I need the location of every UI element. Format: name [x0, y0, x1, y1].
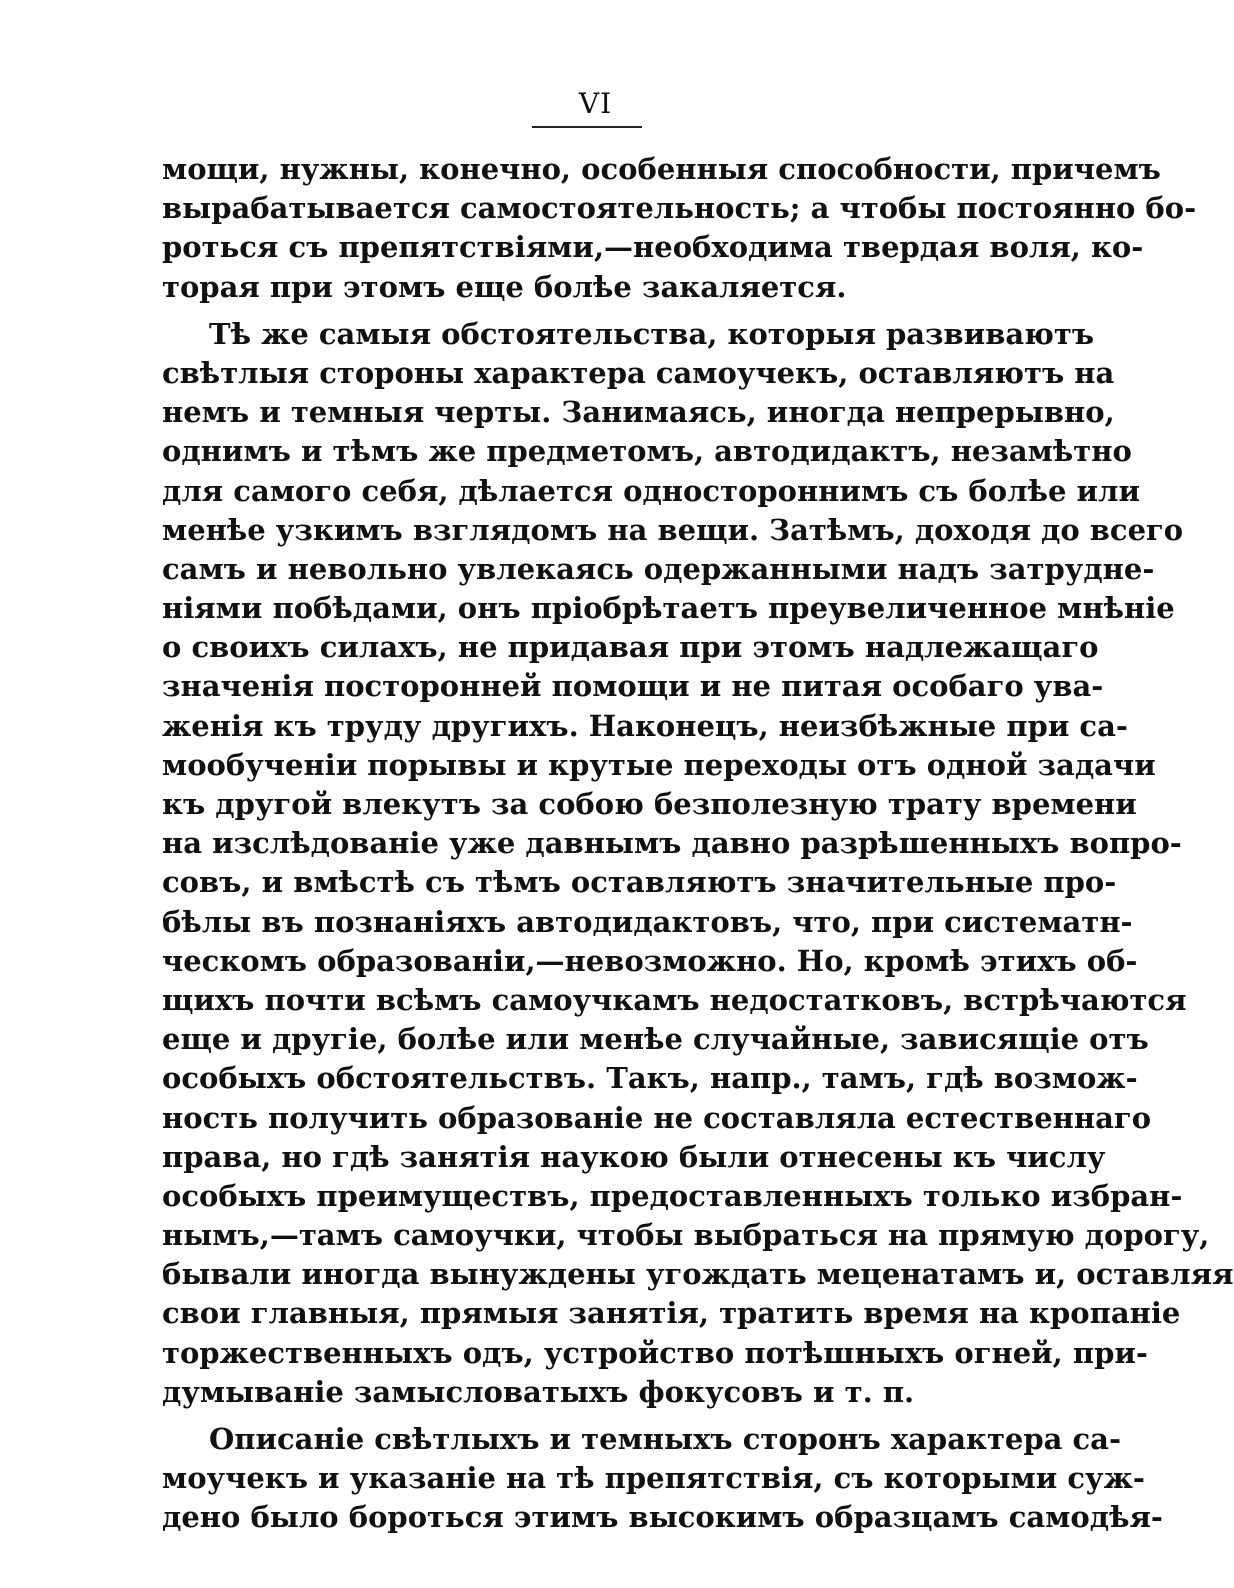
- text-line: менѣе узкимъ взглядомъ на вещи. Затѣмъ, доходя до всего: [162, 512, 1184, 547]
- text-line: роться съ препятствіями,—необходима твердая воля, ко-: [162, 230, 1144, 265]
- text-line: мощи, нужны, конечно, особенныя способности, причемъ: [162, 152, 1161, 186]
- text-line: ческомъ образованіи,—невозможно. Но, кромѣ этихъ об-: [162, 943, 1138, 978]
- text-line: на изслѣдованіе уже давнымъ давно разрѣшенныхъ вопро-: [162, 826, 1182, 861]
- text-line: бывали иногда вынуждены угождать меценатамъ и, оставляя: [162, 1257, 1234, 1292]
- text-line: думываніе замысловатыхъ фокусовъ и т. п.: [162, 1374, 915, 1409]
- text-line: особыхъ преимуществъ, предоставленныхъ только избран-: [162, 1178, 1183, 1213]
- text-line: ніями побѣдами, онъ пріобрѣтаетъ преувеличенное мнѣніе: [162, 591, 1175, 626]
- text-line: къ другой влекутъ за собою безполезную трату времени: [162, 787, 1137, 821]
- text-line: совъ, и вмѣстѣ съ тѣмъ оставляютъ значительные про-: [162, 865, 1117, 900]
- paragraph-start-line: Тѣ же самыя обстоятельства, которыя развиваютъ: [209, 316, 1095, 351]
- text-line: свои главныя, прямыя занятія, тратить время на кропаніе: [162, 1296, 1181, 1331]
- text-line: ность получить образованіе не составляла естественнаго: [162, 1100, 1152, 1135]
- page-number-rule: [532, 126, 642, 128]
- text-line: особыхъ обстоятельствъ. Такъ, напр., тамъ, гдѣ возмож-: [162, 1061, 1138, 1096]
- text-line: самъ и невольно увлекаясь одержанными надъ затрудне-: [162, 551, 1155, 586]
- text-line: бѣлы въ познаніяхъ автодидактовъ, что, при систематн-: [162, 904, 1133, 939]
- paragraph-start-line: Описаніе свѣтлыхъ и темныхъ сторонъ характера са-: [209, 1422, 1122, 1456]
- text-line: женія къ труду другихъ. Наконецъ, неизбѣжные при са-: [162, 708, 1128, 743]
- text-line: для самого себя, дѣлается одностороннимъ съ болѣе или: [162, 473, 1140, 508]
- text-line: дено было бороться этимъ высокимъ образцамъ самодѣя-: [162, 1500, 1163, 1535]
- text-line: еще и другіе, болѣе или менѣе случайные, зависящіе отъ: [162, 1022, 1149, 1057]
- text-line: свѣтлыя стороны характера самоучекъ, оставляютъ на: [162, 355, 1115, 390]
- body-text: [162, 150, 1234, 1538]
- text-line: торая при этомъ еще болѣе закаляется.: [162, 269, 847, 304]
- text-line: значенія посторонней помощи и не питая особаго ува-: [162, 669, 1104, 704]
- text-line: однимъ и тѣмъ же предметомъ, автодидактъ, незамѣтно: [162, 434, 1132, 469]
- text-line: торжественныхъ одъ, устройство потѣшныхъ огней, при-: [162, 1335, 1148, 1370]
- text-line: права, но гдѣ занятія наукою были отнесены къ числу: [162, 1139, 1106, 1174]
- page-number: VI: [578, 87, 613, 120]
- text-line: нымъ,—тамъ самоучки, чтобы выбраться на прямую дорогу,: [162, 1218, 1210, 1253]
- text-line: моучекъ и указаніе на тѣ препятствія, съ которыми суж-: [162, 1461, 1145, 1496]
- text-line: вырабатывается самостоятельность; а чтобы постоянно бо-: [162, 191, 1197, 226]
- text-line: мообученіи порывы и крутые переходы отъ одной задачи: [162, 747, 1156, 782]
- text-line: о своихъ силахъ, не придавая при этомъ надлежащаго: [162, 630, 1099, 665]
- text-line: немъ и темныя черты. Занимаясь, иногда непрерывно,: [162, 395, 1115, 430]
- text-line: щихъ почти всѣмъ самоучкамъ недостатковъ, встрѣчаются: [162, 982, 1187, 1017]
